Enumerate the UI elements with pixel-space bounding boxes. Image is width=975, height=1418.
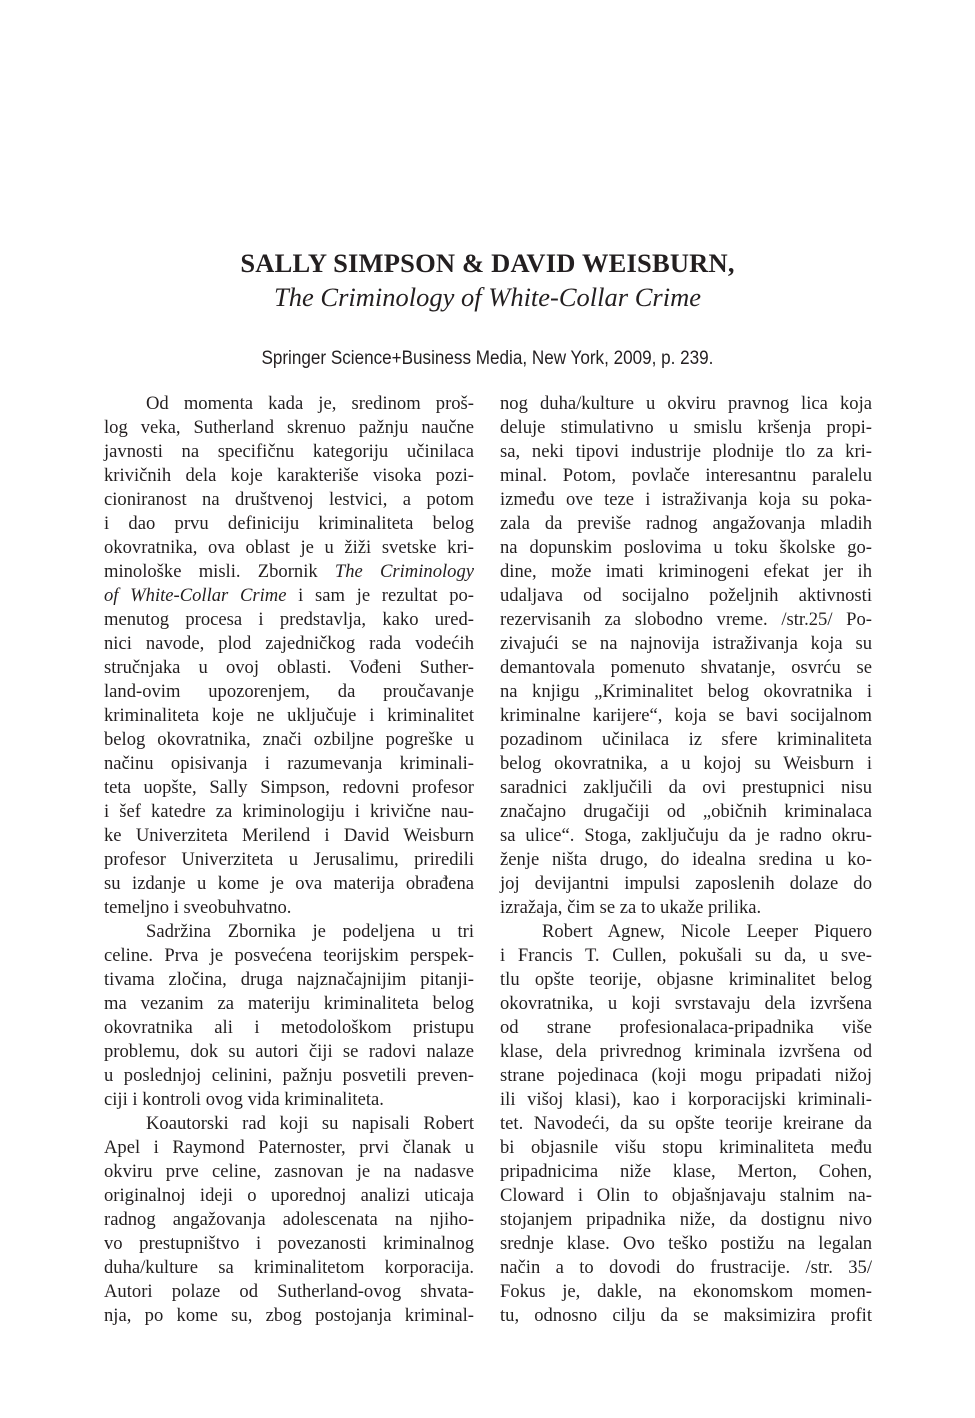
text-line: izražaja, čim se za to ukaže prilika. xyxy=(500,897,762,918)
text-line: nog duha/kulture u okviru pravnog lica koja xyxy=(500,393,872,414)
text-line: temeljno i sveobuhvatno. xyxy=(104,897,292,918)
text-line: ma vezanim za materiju kriminaliteta belog xyxy=(104,993,474,1014)
text-line: Robert Agnew, Nicole Leeper Piquero xyxy=(542,921,872,942)
italic-book-title: The Criminology xyxy=(334,561,475,582)
text-line: Autori polaze od Sutherland-ovog shvata- xyxy=(104,1281,474,1302)
text-line: i šef katedre za kriminologiju i krivične nau- xyxy=(104,801,474,822)
text-line: profesor Univerziteta u Jerusalimu, priredili xyxy=(104,849,474,870)
text-line: rezervisanih za slobodno vreme. /str.25/ Po- xyxy=(500,609,872,630)
text-line: stojanjem pripadnika niže, da dostignu nivo xyxy=(500,1209,872,1230)
text-line: ciji i kontroli ovog vida kriminaliteta. xyxy=(104,1089,384,1110)
text-line: Od momenta kada je, sredinom proš- xyxy=(146,393,474,414)
text-line: od strane profesionalaca-pripadnika više xyxy=(500,1017,872,1038)
text-line: zivajući se na najnovija istraživanja koja su xyxy=(500,633,872,654)
text-line: Sadržina Zbornika je podeljena u tri xyxy=(146,921,474,942)
text-line: su izdanje u kome je ova materija obrađena xyxy=(104,873,474,894)
text-line: tlu opšte teorije, objasne kriminalitet belog xyxy=(500,969,872,990)
text-line: of White-Collar Crime i sam je rezultat po- xyxy=(104,585,475,606)
text-line: okviru prve celine, zasnovan je na nadasve xyxy=(104,1161,474,1182)
text-line: belog okovratnika, a u kojoj su Weisburn i xyxy=(500,753,872,774)
text-line: ke Univerziteta Merilend i David Weisburn xyxy=(104,825,474,846)
text-line: strane pojedinaca (koji mogu pripadati nižoj xyxy=(500,1065,872,1086)
text-line: cioniranost na društvenoj lestvici, a potom xyxy=(104,489,474,510)
text-line: minal. Potom, povlače interesantnu paralelu xyxy=(500,465,872,486)
text-line: radnog angažovanja adolescenata na njiho- xyxy=(104,1209,474,1230)
text-line: krivičnih dela koje karakteriše visoka pozi- xyxy=(104,465,474,486)
right-text-column xyxy=(500,392,872,1328)
text-line: klase, dela privrednog kriminala izvršena od xyxy=(500,1041,872,1062)
text-line: originalnoj ideji o uporednoj analizi uticaja xyxy=(104,1185,474,1206)
text-line: vo prestupništvo i povezanosti kriminalnog xyxy=(104,1233,474,1254)
book-title: The Criminology of White-Collar Crime xyxy=(274,282,701,312)
text-line: na knjigu „Kriminalitet belog okovratnika i xyxy=(500,681,872,702)
publication-info: Springer Science+Business Media, New York, 2009, p. 239. xyxy=(261,348,714,369)
text-line: kriminaliteta koje ne uključuje i kriminalitet xyxy=(104,705,474,726)
text-line: belog okovratnika, znači ozbiljne pogreške u xyxy=(104,729,474,750)
text-line: srednje klase. Ovo teško postižu na legalan xyxy=(500,1233,872,1254)
text-line: dine, može imati kriminogeni efekat jer ih xyxy=(500,561,872,582)
text-line: celine. Prva je posvećena teorijskim perspek- xyxy=(104,945,474,966)
review-authors-heading: SALLY SIMPSON & DAVID WEISBURN, xyxy=(240,248,735,278)
text-line: ili višoj klasi), kao i korporacijski kriminali- xyxy=(500,1089,872,1110)
text-line: Koautorski rad koji su napisali Robert xyxy=(146,1113,474,1134)
text-line: Fokus je, dakle, na ekonomskom momen- xyxy=(500,1281,872,1302)
text-line: deluje stimulativno u smislu kršenja propi- xyxy=(500,417,872,438)
text-line: log veka, Sutherland skrenuo pažnju naučne xyxy=(104,417,474,438)
text-line: teta uopšte, Sally Simpson, redovni profesor xyxy=(104,777,474,798)
text-line: duha/kulture sa kriminalitetom korporacija. xyxy=(104,1257,474,1278)
left-text-column xyxy=(104,392,474,1328)
text-line: menutog procesa i predstavlja, kako ured- xyxy=(104,609,474,630)
text-line: saradnici zaključili da ovi prestupnici nisu xyxy=(500,777,872,798)
text-line: Apel i Raymond Paternoster, prvi članak u xyxy=(104,1137,474,1158)
text-line: pozadinom učinilaca iz sfere kriminaliteta xyxy=(500,729,872,750)
text-line: problemu, dok su autori čiji se radovi nalaze xyxy=(104,1041,474,1062)
text-line: tu, odnosno cilju da se maksimizira profit xyxy=(500,1305,872,1326)
text-line: okovratnika, ova oblast je u žiži svetske kri- xyxy=(104,537,474,558)
text-line: u poslednjoj celinini, pažnju posvetili preven- xyxy=(104,1065,474,1086)
text-line: sa ulice“. Stoga, zaključuju da je radno okru- xyxy=(500,825,872,846)
text-line: demantovala pomenuto shvatanje, osvrću se xyxy=(500,657,872,678)
text-line: joj devijantni impulsi zaposlenih dolaze do xyxy=(500,873,872,894)
text-line: između ove teze i istraživanja koja su poka- xyxy=(500,489,872,510)
text-line: Cloward i Olin to objašnjavaju stalnim na- xyxy=(500,1185,872,1206)
text-line: okovratnika, u koji svrstavaju dela izvršena xyxy=(500,993,872,1014)
text-line: zala da previše radnog angažovanja mladih xyxy=(500,513,872,534)
text-line: udaljava od socijalno poželjnih aktivnosti xyxy=(500,585,872,606)
text-line: način a to dovodi do frustracije. /str. 35/ xyxy=(500,1257,872,1278)
italic-book-title: of White-Collar Crime xyxy=(104,585,287,606)
text-line: pripadnicima niže klase, Merton, Cohen, xyxy=(500,1161,872,1182)
text-line: ženje ništa drugo, do idealna sredina u ko- xyxy=(500,849,872,870)
text-line: sa, neki tipovi industrije plodnije tlo za kri- xyxy=(500,441,872,462)
text-line: načinu opisivanja i razumevanja kriminali- xyxy=(104,753,474,774)
text-line: tet. Navodeći, da su opšte teorije kreirane da xyxy=(500,1113,872,1134)
text-line: nja, po kome su, zbog postojanja kriminal- xyxy=(104,1305,474,1326)
text-line: minološke misli. Zbornik The Criminology xyxy=(104,561,475,582)
text-line: i dao prvu definiciju kriminaliteta belog xyxy=(104,513,474,534)
text-line: bi objasnile višu stopu kriminaliteta među xyxy=(500,1137,872,1158)
text-line: tivama zločina, druga najznačajnijim pitanji- xyxy=(104,969,474,990)
text-line: značajno drugačiji od „običnih kriminalaca xyxy=(500,801,872,822)
text-line: nici navode, plod zajedničkog rada vodećih xyxy=(104,633,474,654)
text-line: i Francis T. Cullen, pokušali su da, u sve- xyxy=(500,945,872,966)
text-line: stručnjaka u ovoj oblasti. Vođeni Suther- xyxy=(104,657,474,678)
text-line: javnosti na specifičnu kategoriju učinilaca xyxy=(104,441,474,462)
text-line: kriminalne karijere“, koja se bavi socijalnom xyxy=(500,705,872,726)
text-line: na dopunskim poslovima u toku školske go- xyxy=(500,537,872,558)
text-line: land-ovim upozorenjem, da proučavanje xyxy=(104,681,474,702)
text-line: okovratnika ali i metodološkom pristupu xyxy=(104,1017,474,1038)
